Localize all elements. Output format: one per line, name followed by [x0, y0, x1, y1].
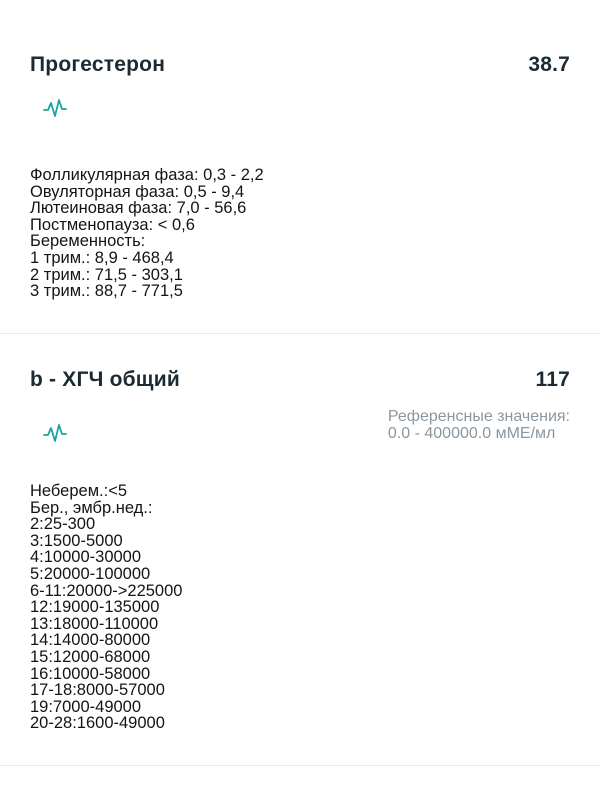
norm-line: 19:7000-49000 — [30, 697, 142, 716]
norm-line: Бер., эмбр.нед.: — [30, 498, 153, 517]
norm-line: 3 трим.: 88,7 - 771,5 — [30, 282, 183, 301]
result-card-progesterone[interactable] — [0, 0, 600, 334]
norm-line: Лютеиновая фаза: 7,0 - 56,6 — [30, 199, 247, 218]
result-meta — [30, 410, 570, 446]
result-header — [30, 0, 570, 77]
test-value: 38.7 — [528, 53, 570, 76]
test-name: Прогестерон — [30, 53, 166, 76]
pulse-icon[interactable] — [42, 95, 68, 121]
norm-line: 14:14000-80000 — [30, 631, 151, 650]
reference-label: Референсные значения: — [387, 408, 570, 425]
norm-line: Неберем.:<5 — [30, 482, 128, 500]
test-value: 117 — [535, 368, 570, 391]
norm-line: Постменопауза: < 0,6 — [30, 215, 195, 234]
norm-line: 13:18000-110000 — [30, 614, 159, 633]
norm-line: 3:1500-5000 — [30, 531, 123, 550]
result-meta — [30, 95, 570, 121]
norm-line: 17-18:8000-57000 — [30, 681, 165, 700]
norm-line: 12:19000-135000 — [30, 598, 160, 617]
norm-list — [30, 483, 570, 732]
reference-range: 0.0 - 400000.0 мМЕ/мл — [387, 425, 556, 442]
norm-line: 16:10000-58000 — [30, 664, 151, 683]
norm-line: Беременность: — [30, 232, 146, 251]
result-header — [30, 334, 570, 392]
reference-values — [388, 408, 570, 442]
norm-line: 6-11:20000->225000 — [30, 581, 183, 600]
norm-line: Овуляторная фаза: 0,5 - 9,4 — [30, 182, 245, 201]
norm-line: 15:12000-68000 — [30, 647, 151, 666]
norm-line: 4:10000-30000 — [30, 548, 142, 567]
norm-line: 2 трим.: 71,5 - 303,1 — [30, 265, 183, 284]
norm-line: 1 трим.: 8,9 - 468,4 — [30, 248, 174, 267]
norm-line: 20-28:1600-49000 — [30, 714, 165, 733]
norm-line: 5:20000-100000 — [30, 564, 151, 583]
norm-line: Фолликулярная фаза: 0,3 - 2,2 — [30, 166, 264, 184]
pulse-icon[interactable] — [42, 420, 68, 446]
norm-line: 2:25-300 — [30, 515, 96, 534]
norm-list — [30, 167, 570, 300]
test-name: b - ХГЧ общий — [30, 368, 180, 391]
result-card-hcg[interactable] — [0, 334, 600, 766]
